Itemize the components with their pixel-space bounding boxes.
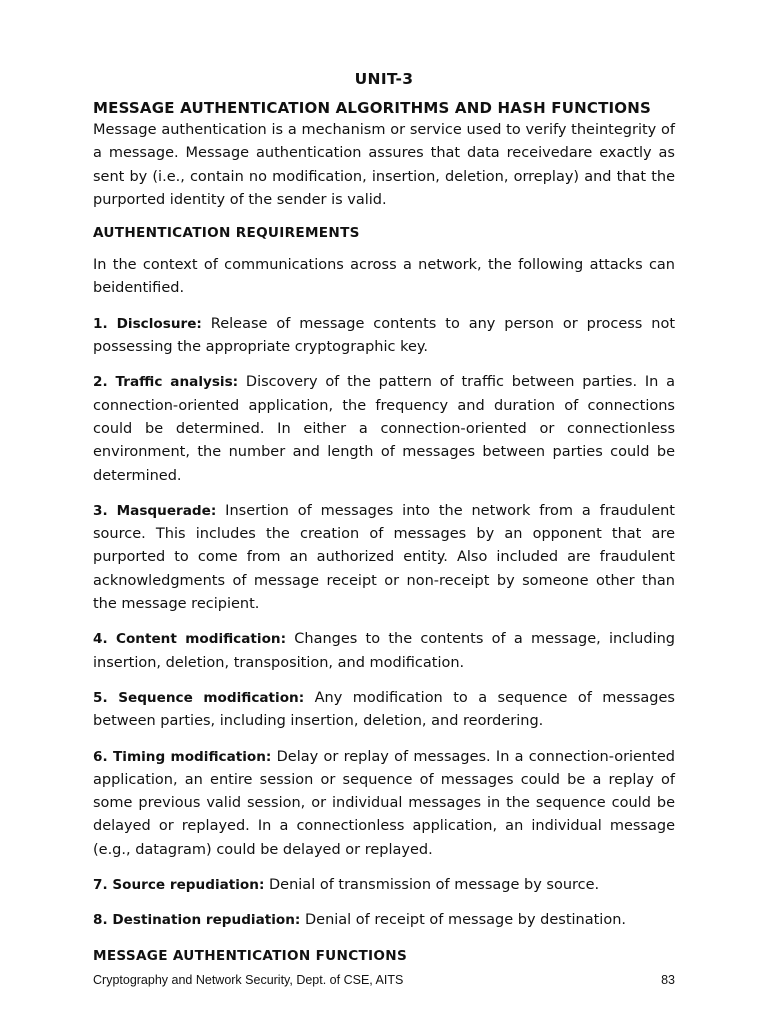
list-item [93,909,675,932]
section-heading-authentication-requirements: AUTHENTICATION REQUIREMENTS [93,225,360,242]
item-label: 2. Traffic analysis: [93,374,239,391]
list-item [93,687,675,734]
list-item [93,746,675,862]
page-number: 83 [661,973,675,987]
item-text: Release of message contents to any person or process not possessing the appropriate cryptographic key. [93,315,676,356]
list-item [93,313,675,360]
item-label: 1. Disclosure: [93,315,202,332]
item-label: 8. Destination repudiation: [93,912,301,929]
section-intro-paragraph: In the context of communications across a network, the following attacks can beidentified. [93,257,675,297]
unit-title: UNIT-3 [354,70,414,88]
item-label: 5. Sequence modification: [93,689,305,706]
item-text: Delay or replay of messages. In a connection-oriented application, an entire session or sequence of messages could be a replay of some previous valid session, or individual messages in the sequence could be delayed or replayed. In a connectionless application, an individual message (e.g., datagram) could be delayed or replayed. [93,748,675,858]
list-item [93,874,675,897]
item-text: Any modification to a sequence of messages between parties, including insertion, deletion, and reordering. [93,689,675,730]
list-item [93,371,675,487]
footer-course-label: Cryptography and Network Security, Dept. of CSE, AITS [93,973,404,987]
list-item [93,628,675,675]
item-label: 6. Timing modification: [93,748,272,765]
item-text: Changes to the contents of a message, including insertion, deletion, transposition, and modification. [93,631,675,671]
main-title: MESSAGE AUTHENTICATION ALGORITHMS AND HASH FUNCTIONS [93,99,652,117]
page-footer [93,973,675,987]
intro-paragraph: Message authentication is a mechanism or service used to verify theintegrity of a message. Message authentication assures that data receivedare exactly as sent by (i.e., contain no modification, insertion, deletion, orreplay) and that the purported identity of the sender is valid. [93,122,675,208]
item-text: Denial of receipt of message by destination. [300,912,626,929]
section-heading-message-authentication-functions: MESSAGE AUTHENTICATION FUNCTIONS [93,947,408,964]
list-item [93,500,675,616]
item-label: 3. Masquerade: [93,502,217,519]
item-text: Discovery of the pattern of traffic between parties. In a connection-oriented application, the frequency and duration of connections could be determined. In either a connection-oriented or connectionless environment, the number and length of messages between parties could be determined. [93,374,675,484]
item-text: Denial of transmission of message by source. [264,877,600,894]
item-label: 7. Source repudiation: [93,877,265,894]
item-text: Insertion of messages into the network from a fraudulent source. This includes the creation of messages by an opponent that are purported to come from an authorized entity. Also included are fraudulent acknowledgments of message receipt or non-receipt by someone other than the message recipient. [93,502,675,613]
item-label: 4. Content modification: [93,631,287,648]
